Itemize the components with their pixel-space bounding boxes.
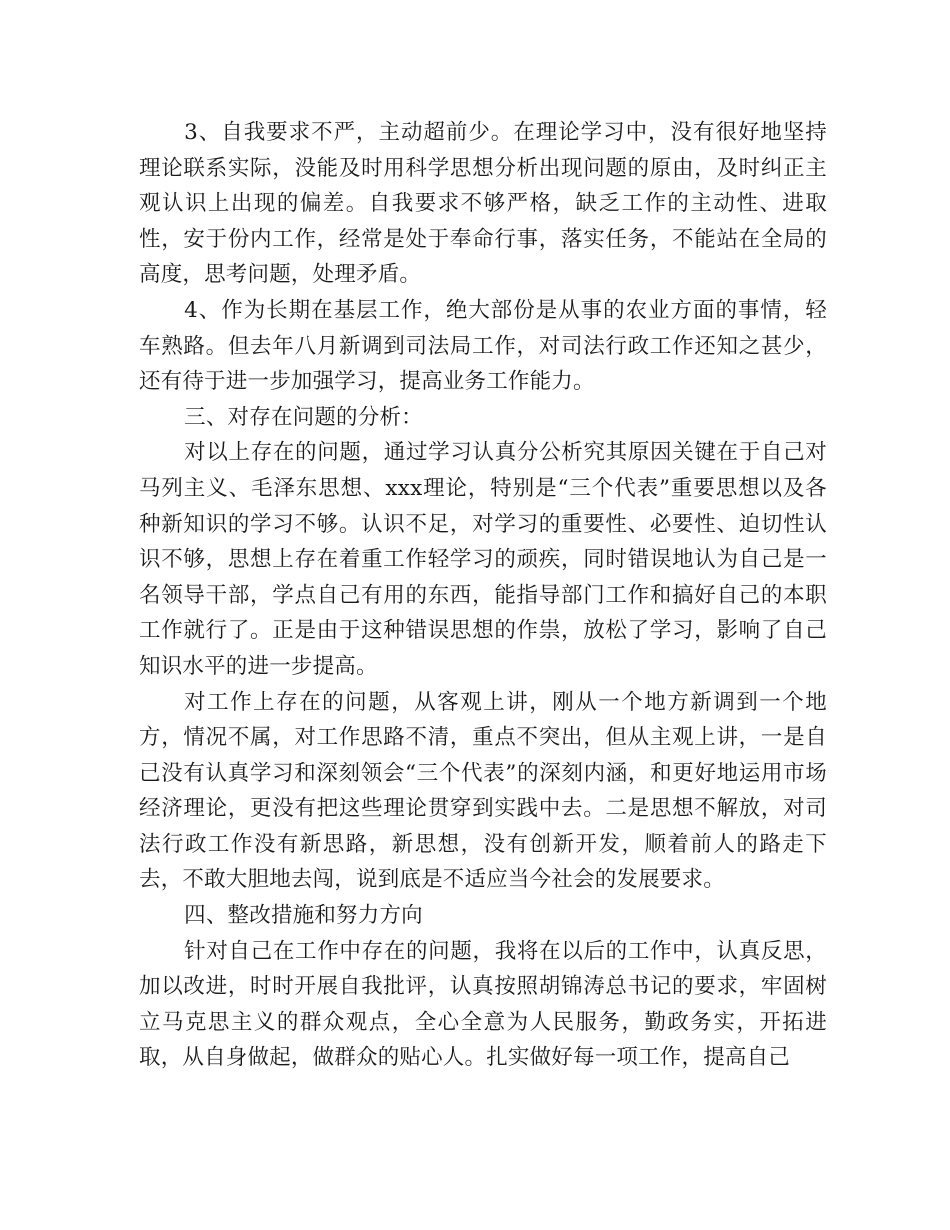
paragraph-item-4: 4、作为长期在基层工作，绝大部份是从事的农业方面的事情，轻车熟路。但去年八月新调到司法局工作，对司法行政工作还知之甚少，还有待于进一步加强学习，提高业务工作能力。: [139, 297, 827, 395]
section-heading-rectification: 四、整改措施和努力方向: [184, 903, 423, 929]
section-heading-analysis: 三、对存在问题的分析：: [184, 404, 423, 430]
paragraph-analysis-work: 对工作上存在的问题，从客观上讲，刚从一个地方新调到一个地方，情况不属，对工作思路不清，重点不突出，但从主观上讲，一是自己没有认真学习和深刻领会“三个代表”的深刻内涵，和更好地运用市场经济理论，更没有把这些理论贯穿到实践中去。二是思想不解放，对司法行政工作没有新思路，新思想，没有创新开发，顺着前人的路走下去，不敢大胆地去闯，说到底是不适应当今社会的发展要求。: [139, 689, 827, 893]
document-page: [139, 115, 827, 1076]
paragraph-analysis-study: 对以上存在的问题，通过学习认真分公析究其原因关键在于自己对马列主义、毛泽东思想、xxx理论，特别是“三个代表”重要思想以及各种新知识的学习不够。认识不足，对学习的重要性、必要性、迫切性认识不够，思想上存在着重工作轻学习的顽疾，同时错误地认为自己是一名领导干部，学点自己有用的东西，能指导部门工作和搞好自己的本职工作就行了。正是由于这种错误思想的作祟，放松了学习，影响了自己知识水平的进一步提高。: [139, 440, 827, 679]
paragraph-rectification: 针对自己在工作中存在的问题，我将在以后的工作中，认真反思，加以改进，时时开展自我批评，认真按照胡锦涛总书记的要求，牢固树立马克思主义的群众观点，全心全意为人民服务，勤政务实，开拓进取，从自身做起，做群众的贴心人。扎实做好每一项工作，提高自己: [139, 938, 827, 1071]
paragraph-item-3: 3、自我要求不严，主动超前少。在理论学习中，没有很好地坚持理论联系实际，没能及时用科学思想分析出现问题的原由，及时纠正主观认识上出现的偏差。自我要求不够严格，缺乏工作的主动性、进取性，安于份内工作，经常是处于奉命行事，落实任务，不能站在全局的高度，思考问题，处理矛盾。: [139, 120, 827, 288]
